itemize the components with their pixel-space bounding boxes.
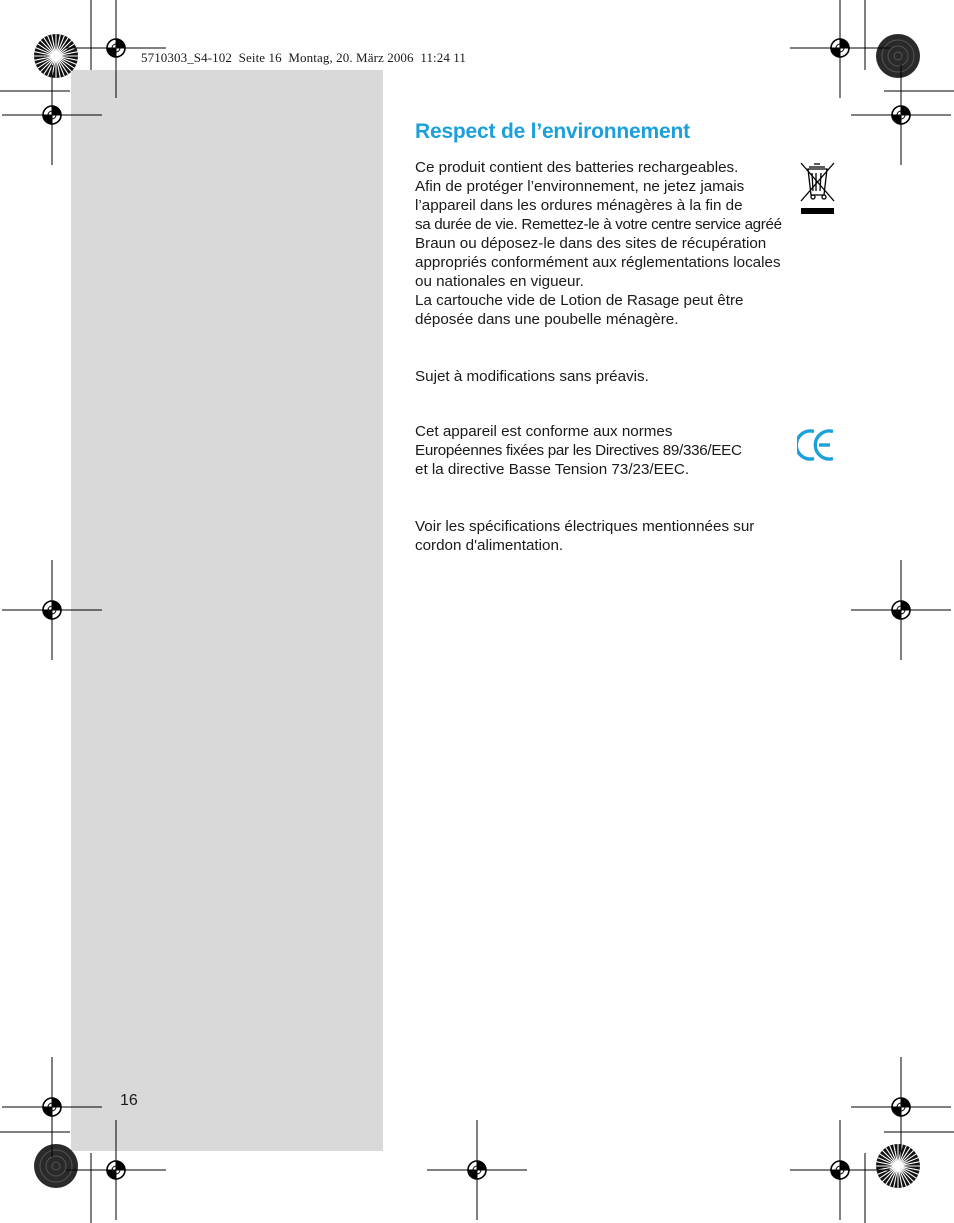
section-title: Respect de l’environnement xyxy=(415,120,690,143)
text-line: Cet appareil est conforme aux normes xyxy=(415,423,673,440)
text-line: Européennes fixées par les Directives 89/336/EEC xyxy=(415,442,742,459)
text-line: l’appareil dans les ordures ménagères à la fin de xyxy=(415,197,743,214)
text-line: La cartouche vide de Lotion de Rasage peut être xyxy=(415,292,744,309)
text-line: Afin de protéger l’environnement, ne jetez jamais xyxy=(415,178,745,195)
text-line: appropriés conformément aux réglementations locales xyxy=(415,254,781,271)
paragraph-electrical xyxy=(415,517,840,555)
text-line: cordon d'alimentation. xyxy=(415,537,564,554)
main-content xyxy=(415,118,840,555)
text-line: Sujet à modifications sans préavis. xyxy=(415,368,649,385)
text-line: et la directive Basse Tension 73/23/EEC. xyxy=(415,461,690,478)
text-line: Voir les spécifications électriques mentionnées sur xyxy=(415,518,755,535)
text-line: déposée dans une poubelle ménagère. xyxy=(415,311,679,328)
text-line: Ce produit contient des batteries rechargeables. xyxy=(415,159,739,176)
paragraph-notice xyxy=(415,367,840,386)
text-line: sa durée de vie. Remettez-le à votre centre service agréé xyxy=(415,216,782,233)
page-number: 16 xyxy=(120,1092,138,1109)
print-slug: 5710303_S4-102 Seite 16 Montag, 20. März 2006 11:24 11 xyxy=(141,50,467,65)
text-line: ou nationales en vigueur. xyxy=(415,273,584,290)
paragraph-disposal xyxy=(415,158,840,329)
ce-mark-icon xyxy=(797,427,837,463)
paragraph-conformity xyxy=(415,422,840,479)
crossed-out-wheelie-bin-icon xyxy=(797,161,837,217)
text-line: Braun ou déposez-le dans des sites de récupération xyxy=(415,235,767,252)
